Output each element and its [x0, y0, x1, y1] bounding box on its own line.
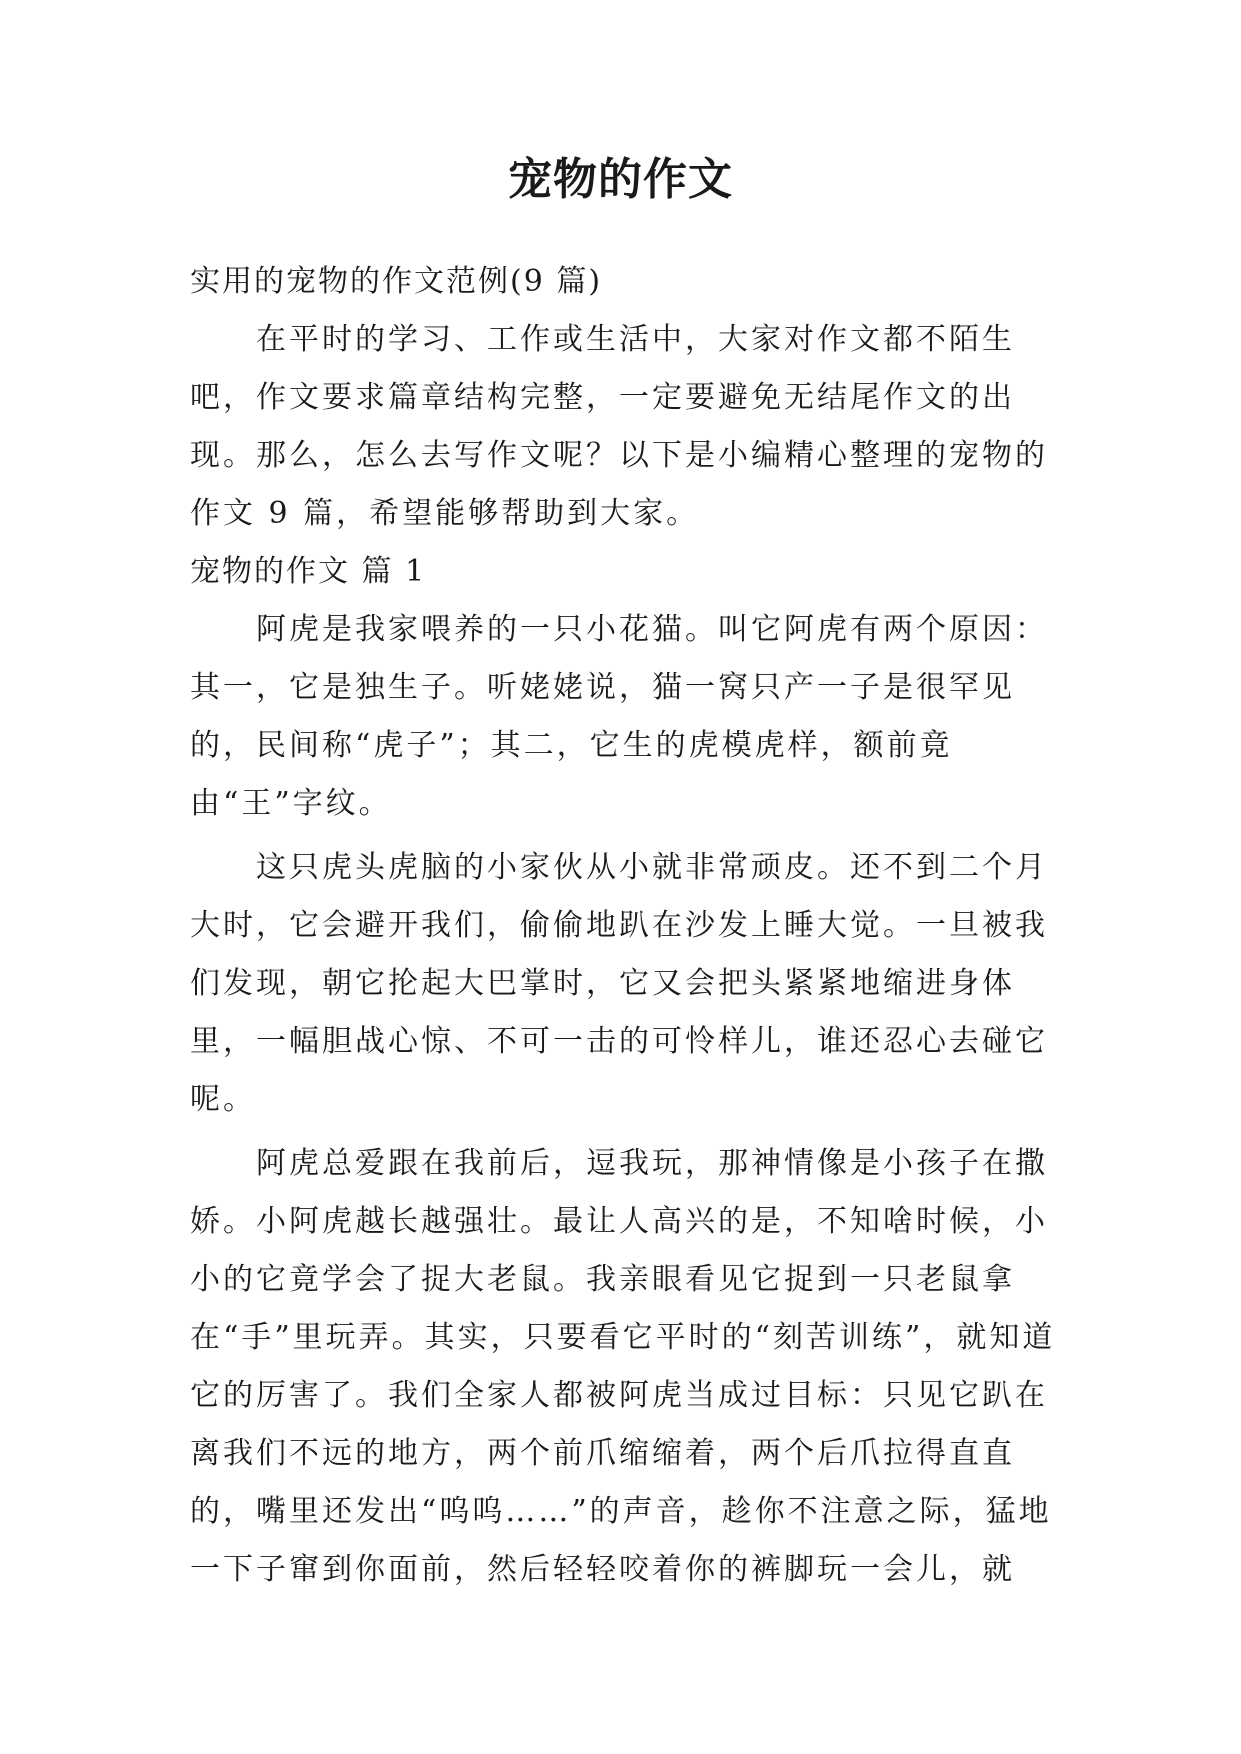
- section-heading: 宠物的作文 篇 1: [190, 554, 427, 589]
- paragraph-3: 阿虎总爱跟在我前后，逗我玩，那神情像是小孩子在撒娇。小阿虎越长越强壮。最让人高兴的是，不知啥时候，小小的它竟学会了捉大老鼠。我亲眼看见它捉到一只老鼠拿在“手”里玩弄。其实，只要看它平时的“刻苦训练”，就知道它的厉害了。我们全家人都被阿虎当成过目标：只见它趴在离我们不远的地方，两个前爪缩缩着，两个后爪拉得直直的，嘴里还发出“呜呜……”的声音，趁你不注意之际，猛地一下子窜到你面前，然后轻轻咬着你的裤脚玩一会儿，就: [190, 1146, 1056, 1587]
- document-title: 宠物的作文: [508, 154, 733, 205]
- document-body: [190, 253, 1070, 1599]
- intro-paragraph: 在平时的学习、工作或生活中，大家对作文都不陌生吧，作文要求篇章结构完整，一定要避免无结尾作文的出现。那么，怎么去写作文呢？以下是小编精心整理的宠物的作文 9 篇，希望能够帮助到大家。: [190, 322, 1048, 531]
- paragraph-1: 阿虎是我家喂养的一只小花猫。叫它阿虎有两个原因：其一，它是独生子。听姥姥说，猫一窝只产一子是很罕见的，民间称“虎子”；其二，它生的虎模虎样，额前竟由“王”字纹。: [190, 612, 1048, 821]
- paragraph-2: 这只虎头虎脑的小家伙从小就非常顽皮。还不到二个月大时，它会避开我们，偷偷地趴在沙发上睡大觉。一旦被我们发现，朝它抡起大巴掌时，它又会把头紧紧地缩进身体里，一幅胆战心惊、不可一击的可怜样儿，谁还忍心去碰它呢。: [190, 850, 1048, 1117]
- document-subtitle: 实用的宠物的作文范例(9 篇): [190, 264, 603, 299]
